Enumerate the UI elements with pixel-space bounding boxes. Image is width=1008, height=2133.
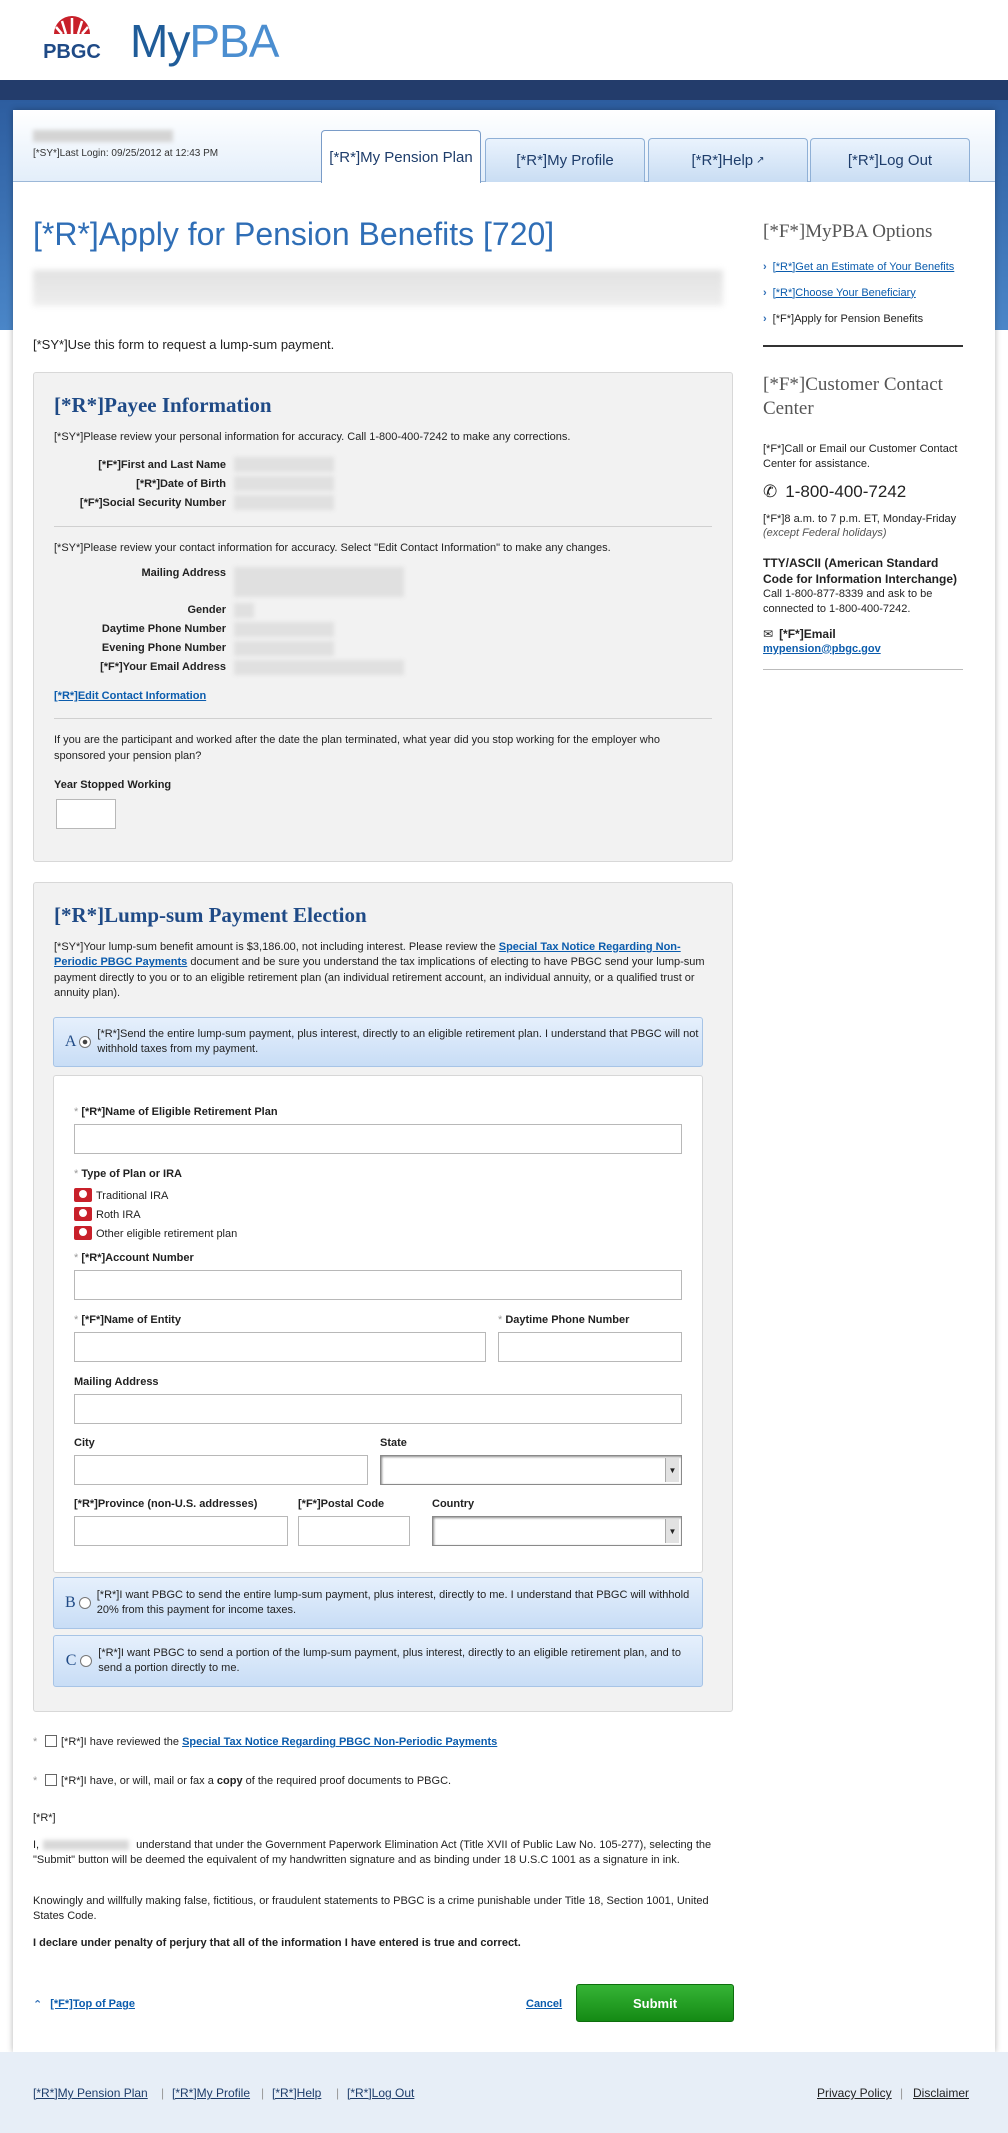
option-c-radio[interactable] bbox=[80, 1655, 92, 1667]
sidebar-item-beneficiary[interactable] bbox=[763, 287, 963, 299]
submit-button[interactable]: Submit bbox=[576, 1984, 734, 2022]
email-link[interactable]: mypension@pbgc.gov bbox=[763, 642, 881, 655]
mailing-address-redacted bbox=[234, 567, 404, 597]
signature-statement: I, understand that under the Government Paperwork Elimination Act (Title XVII of Public Law No. 105-277), selecting the "Submit" button will be deemed the equivalent of my handwritten signature and as binding under 18 U.S.C 1001 as a signature in ink. bbox=[33, 1839, 712, 1867]
chevron-down-icon: ▼ bbox=[665, 1458, 679, 1482]
country-label: Country bbox=[432, 1498, 475, 1510]
svg-text:PBGC: PBGC bbox=[43, 41, 101, 63]
mailing-address-label: Mailing Address bbox=[141, 566, 226, 579]
plan-name-label: * [*R*]Name of Eligible Retirement Plan bbox=[74, 1106, 278, 1118]
tab-my-profile[interactable]: [*R*]My Profile bbox=[485, 138, 645, 182]
footer-separator: | bbox=[161, 2086, 165, 2100]
edit-contact-link[interactable]: [*R*]Edit Contact Information bbox=[54, 689, 207, 702]
external-link-icon: ↗ bbox=[756, 155, 765, 166]
sidebar-item-estimate[interactable] bbox=[763, 261, 963, 273]
option-c[interactable] bbox=[53, 1635, 703, 1687]
entity-phone-label: * Daytime Phone Number bbox=[498, 1314, 630, 1326]
year-stopped-label: Year Stopped Working bbox=[54, 778, 172, 791]
phone-icon: ✆ bbox=[763, 481, 778, 501]
top-of-page-link[interactable]: [*F*]Top of Page bbox=[50, 1998, 135, 2010]
participant-question: If you are the participant and worked after the date the plan terminated, what year did you stop working for the employer who sponsored your pension plan? bbox=[54, 734, 660, 762]
option-b-text: [*R*]I want PBGC to send the entire lump-sum payment, plus interest, directly to me. I understand that PBGC will withhold 20% from this payment for income taxes. bbox=[96, 1589, 690, 1616]
top-of-page[interactable] bbox=[33, 1998, 135, 2011]
plan-type-label: * Type of Plan or IRA bbox=[74, 1168, 182, 1180]
chevron-right-icon: › bbox=[763, 312, 767, 325]
payee-section bbox=[33, 372, 733, 862]
tty-title: TTY/ASCII (American Standard Code for Information Interchange) bbox=[763, 555, 958, 586]
option-a-radio[interactable] bbox=[79, 1036, 91, 1048]
sidebar bbox=[763, 200, 963, 670]
name-redacted bbox=[43, 1840, 129, 1850]
traditional-ira-radio[interactable] bbox=[74, 1188, 92, 1202]
gender-redacted bbox=[234, 603, 254, 618]
required-marker: * bbox=[33, 1775, 38, 1787]
entity-name-label: * [*F*]Name of Entity bbox=[74, 1314, 181, 1326]
mailing-address-input[interactable] bbox=[74, 1394, 682, 1424]
page-title: [*R*]Apply for Pension Benefits [720] bbox=[33, 216, 555, 252]
dob-value-redacted bbox=[234, 476, 334, 491]
required-marker: * bbox=[33, 1736, 38, 1748]
ssn-label: [*F*]Social Security Number bbox=[79, 496, 226, 509]
tax-notice-link[interactable]: Special Tax Notice Regarding Non-Periodic PBGC Payments bbox=[54, 941, 681, 969]
user-name-redacted bbox=[33, 130, 173, 142]
option-a-form bbox=[53, 1075, 703, 1573]
tab-help[interactable]: [*R*]Help ↗ bbox=[648, 138, 808, 182]
proof-docs-text: [*R*]I have, or will, mail or fax a copy of the required proof documents to PBGC. bbox=[61, 1775, 452, 1787]
header-band bbox=[0, 80, 1008, 100]
email-row: ✉ [*F*]Email bbox=[763, 626, 836, 641]
payee-review-text: [*SY*]Please review your personal information for accuracy. Call 1-800-400-7242 to make any corrections. bbox=[54, 431, 571, 443]
account-number-input[interactable] bbox=[74, 1270, 682, 1300]
other-plan-label: Other eligible retirement plan bbox=[96, 1228, 238, 1240]
plan-name-input[interactable] bbox=[74, 1124, 682, 1154]
r-marker: [*R*] bbox=[33, 1812, 56, 1824]
state-label: State bbox=[380, 1437, 407, 1449]
city-input[interactable] bbox=[74, 1455, 368, 1485]
other-plan-radio[interactable] bbox=[74, 1226, 92, 1240]
roth-ira-radio[interactable] bbox=[74, 1207, 92, 1221]
phone-row: ✆ 1-800-400-7242 bbox=[763, 481, 907, 501]
mailing-address-label: Mailing Address bbox=[74, 1376, 159, 1388]
state-select[interactable] bbox=[380, 1455, 682, 1485]
option-b[interactable] bbox=[53, 1577, 703, 1629]
sidebar-item-apply: › [*F*]Apply for Pension Benefits bbox=[763, 312, 924, 325]
site-header bbox=[0, 0, 1008, 80]
lump-sum-text: [*SY*]Your lump-sum benefit amount is $3,186.00, not including interest. Please review the Special Tax Notice Regarding Non-Periodic PBGC Payments document and be sure you understand the tax implications of electing to have PBGC send your lump-sum payment directly to you or to an eligible retirement plan (an individual retirement account, an individual annuity, or a qualified trust or annuity plan). bbox=[54, 941, 705, 1000]
postal-code-input[interactable] bbox=[298, 1516, 410, 1546]
payee-heading: [*R*]Payee Information bbox=[54, 393, 272, 417]
tab-log-out[interactable]: [*R*]Log Out bbox=[810, 138, 970, 182]
footer-my-profile[interactable]: [*R*]My Profile bbox=[172, 2086, 251, 2100]
plan-name-redacted bbox=[33, 270, 723, 306]
top-bar bbox=[13, 110, 995, 182]
email-label: [*F*]Your Email Address bbox=[100, 661, 226, 674]
name-value-redacted bbox=[234, 457, 334, 472]
mypba-wordmark: MyPBA bbox=[130, 15, 279, 67]
roth-ira-label: Roth IRA bbox=[96, 1209, 141, 1221]
option-a-text: [*R*]Send the entire lump-sum payment, plus interest, directly to an eligible retirement plan. I understand that PBGC will not withhold taxes from my payment. bbox=[97, 1028, 699, 1055]
option-b-radio[interactable] bbox=[79, 1597, 91, 1609]
country-select[interactable] bbox=[432, 1516, 682, 1546]
email-redacted bbox=[234, 660, 404, 675]
postal-code-label: [*F*]Postal Code bbox=[298, 1498, 385, 1510]
contact-title: [*F*]Customer Contact Center bbox=[763, 373, 943, 420]
cancel-link[interactable]: Cancel bbox=[526, 1998, 563, 2010]
footer-separator: | bbox=[900, 2086, 904, 2100]
footer-separator: | bbox=[261, 2086, 265, 2100]
ssn-value-redacted bbox=[234, 495, 334, 510]
gender-label: Gender bbox=[187, 604, 226, 617]
province-label: [*R*]Province (non-U.S. addresses) bbox=[74, 1498, 258, 1510]
page-container bbox=[13, 110, 995, 2052]
option-a-letter: A bbox=[64, 1033, 77, 1050]
estimate-link[interactable]: [*R*]Get an Estimate of Your Benefits bbox=[772, 260, 955, 273]
dob-label: [*R*]Date of Birth bbox=[136, 477, 226, 490]
name-label: [*F*]First and Last Name bbox=[98, 458, 226, 471]
footer-log-out[interactable]: [*R*]Log Out bbox=[347, 2086, 415, 2100]
year-stopped-input[interactable] bbox=[56, 799, 116, 829]
reviewed-text: [*R*]I have reviewed the Special Tax Notice Regarding PBGC Non-Periodic Payments bbox=[61, 1736, 498, 1748]
province-input[interactable] bbox=[74, 1516, 288, 1546]
tax-notice-link-2[interactable]: Special Tax Notice Regarding PBGC Non-Periodic Payments bbox=[182, 1736, 498, 1748]
footer-disclaimer[interactable]: Disclaimer bbox=[913, 2086, 970, 2100]
proof-docs-checkbox[interactable] bbox=[45, 1774, 57, 1786]
contact-review-text: [*SY*]Please review your contact information for accuracy. Select "Edit Contact Information" to make any changes. bbox=[54, 542, 611, 555]
city-label: City bbox=[74, 1437, 95, 1449]
hours-text: [*F*]8 a.m. to 7 p.m. ET, Monday-Friday bbox=[763, 512, 957, 525]
intro-text: [*SY*]Use this form to request a lump-sum payment. bbox=[33, 337, 335, 352]
option-b-letter: B bbox=[65, 1594, 76, 1611]
footer-help[interactable]: [*R*]Help bbox=[272, 2086, 322, 2100]
perjury-declaration: I declare under penalty of perjury that all of the information I have entered is true and correct. bbox=[33, 1937, 521, 1949]
lump-sum-heading: [*R*]Lump-sum Payment Election bbox=[54, 903, 367, 927]
footer-privacy-policy[interactable]: Privacy Policy bbox=[817, 2086, 892, 2100]
reviewed-checkbox[interactable] bbox=[45, 1735, 57, 1747]
evening-phone-redacted bbox=[234, 641, 334, 656]
daytime-phone-redacted bbox=[234, 622, 334, 637]
sidebar-divider bbox=[763, 345, 963, 347]
tab-my-pension-plan[interactable]: [*R*]My Pension Plan bbox=[321, 130, 481, 183]
footer-my-pension-plan[interactable]: [*R*]My Pension Plan bbox=[33, 2086, 148, 2100]
holidays-text: (except Federal holidays) bbox=[763, 526, 887, 539]
footer-separator: | bbox=[336, 2086, 340, 2100]
envelope-icon: ✉ bbox=[763, 626, 774, 641]
chevron-right-icon: › bbox=[763, 260, 767, 273]
beneficiary-link[interactable]: [*R*]Choose Your Beneficiary bbox=[772, 286, 916, 299]
footer bbox=[0, 2052, 1008, 2133]
option-c-letter: C bbox=[65, 1652, 77, 1669]
entity-name-input[interactable] bbox=[74, 1332, 486, 1362]
option-a[interactable] bbox=[53, 1017, 703, 1067]
entity-phone-input[interactable] bbox=[498, 1332, 682, 1362]
chevron-down-icon: ▼ bbox=[665, 1519, 679, 1543]
daytime-phone-label: Daytime Phone Number bbox=[101, 623, 226, 636]
options-title: [*F*]MyPBA Options bbox=[763, 221, 933, 242]
account-number-label: * [*R*]Account Number bbox=[74, 1252, 194, 1264]
sidebar-divider bbox=[763, 669, 963, 670]
contact-text: [*F*]Call or Email our Customer Contact Center for assistance. bbox=[763, 443, 958, 470]
tty-text: Call 1-800-877-8339 and ask to be connected to 1-800-400-7242. bbox=[763, 587, 933, 615]
pbgc-logo-icon[interactable] bbox=[32, 12, 112, 64]
last-login: [*SY*]Last Login: 09/25/2012 at 12:43 PM bbox=[33, 148, 219, 159]
option-c-text: [*R*]I want PBGC to send a portion of the lump-sum payment, plus interest, directly to an eligible retirement plan, and to send a portion directly to me. bbox=[98, 1647, 681, 1674]
divider bbox=[54, 526, 712, 527]
divider bbox=[54, 718, 712, 719]
chevron-up-icon: ⌃ bbox=[33, 1999, 43, 2011]
traditional-ira-label: Traditional IRA bbox=[96, 1190, 169, 1202]
evening-phone-label: Evening Phone Number bbox=[101, 642, 226, 655]
chevron-right-icon: › bbox=[763, 286, 767, 299]
false-statement-warning: Knowingly and willfully making false, fictitious, or fraudulent statements to PBGC is a crime punishable under Title 18, Section 1001, United States Code. bbox=[33, 1895, 709, 1923]
